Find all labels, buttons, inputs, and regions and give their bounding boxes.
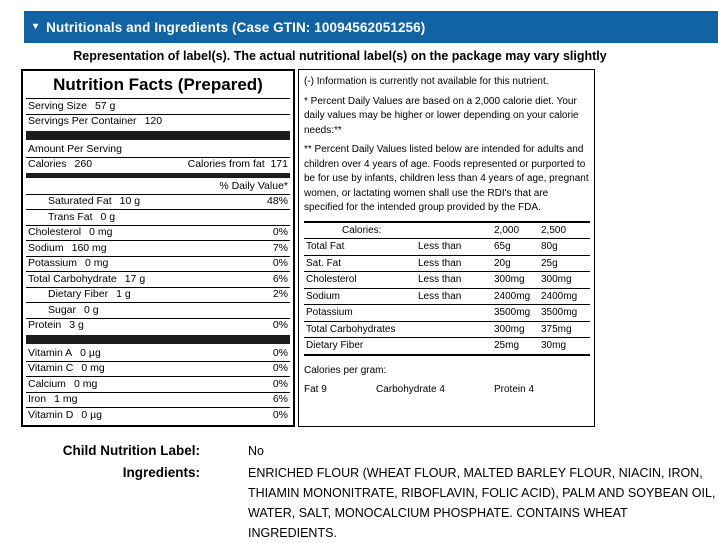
- nutrient-amount: 17 g: [124, 272, 146, 285]
- dv-nutrient: Potassium: [306, 307, 353, 318]
- dv-nutrient: Sodium: [306, 290, 340, 302]
- ingredients-row: [0, 463, 718, 543]
- dv-2500-value: 300mg: [541, 274, 572, 285]
- nutrient-label: Protein: [28, 319, 62, 331]
- calories-per-gram-title: Calories per gram:: [304, 364, 387, 376]
- nutrient-daily-value: 6%: [272, 393, 288, 405]
- dv-qualifier: Less than: [418, 241, 462, 252]
- nutrient-name-and-amount: [28, 379, 97, 391]
- nutrient-name-and-amount: [28, 227, 112, 239]
- nutrient-name-and-amount: [28, 394, 77, 406]
- nutrition-row: [26, 335, 290, 344]
- dv-2500-value: 2,500: [541, 224, 567, 236]
- nutrient-name-and-amount: [28, 363, 105, 375]
- nutrient-name-and-amount: [28, 289, 131, 301]
- daily-values-table-row: [304, 322, 590, 339]
- dv-qualifier: Less than: [418, 290, 462, 302]
- nutrient-name-and-amount: [28, 181, 36, 193]
- nutrient-amount: 0 g: [84, 303, 99, 316]
- nutrient-amount: 260: [74, 158, 93, 170]
- dv-qualifier: Less than: [418, 257, 462, 269]
- nutrient-label: Total Carbohydrate: [28, 272, 117, 285]
- nutrient-amount: 160 mg: [71, 241, 107, 254]
- daily-values-table-row: [304, 256, 590, 273]
- dv-2500-value: 25g: [541, 257, 558, 269]
- dv-qualifier: [418, 324, 494, 336]
- ingredients-value: ENRICHED FLOUR (WHEAT FLOUR, MALTED BARLEY FLOUR, NIACIN, IRON, THIAMIN MONONITRATE, RIBOFLAVIN, FOLIC ACID), PALM AND SOYBEAN OIL, WATER, SALT, MONOCALCIUM PHOSPHATE. CONTAINS WHEAT INGREDIENTS.: [248, 465, 716, 540]
- nutrition-row: [26, 303, 290, 319]
- daily-values-panel: [298, 69, 595, 427]
- child-nutrition-label-row: [0, 441, 718, 461]
- nutrient-daily-value: 0%: [272, 257, 288, 269]
- nutrient-amount: 0 mg: [89, 226, 113, 238]
- nutrient-name-and-amount: [28, 320, 84, 332]
- dv-qualifier: [418, 225, 494, 237]
- nutrient-label: Saturated Fat: [48, 195, 112, 207]
- dv-nutrient: Total Fat: [306, 241, 345, 252]
- nutrient-label: Vitamin C: [28, 362, 74, 374]
- nutrient-daily-value: 48%: [266, 195, 288, 207]
- nutrient-name-and-amount: [28, 348, 101, 360]
- nutrient-amount: 0 mg: [73, 377, 98, 390]
- dv-2500-value: 80g: [541, 241, 558, 252]
- nutrition-row: [26, 173, 290, 178]
- nutrient-daily-value: 0%: [272, 226, 288, 238]
- nutrient-label: Iron: [28, 393, 47, 405]
- nutrient-label: Dietary Fiber: [48, 288, 109, 300]
- dv-nutrient: Dietary Fiber: [306, 340, 364, 351]
- nutrient-name-and-amount: [28, 410, 102, 422]
- dv-2000-value: 300mg: [494, 274, 525, 285]
- nutrient-label: Servings Per Container: [28, 115, 137, 127]
- nutrient-name-and-amount: [26, 335, 34, 347]
- nutrient-amount: 0 µg: [81, 408, 102, 421]
- nutrient-name-and-amount: [26, 131, 34, 143]
- dv-2500-value: 30mg: [541, 340, 567, 351]
- nutrition-facts-panel: [21, 69, 295, 427]
- nutrient-daily-value: 7%: [272, 241, 288, 254]
- footnote-rdi: ** Percent Daily Values listed below are intended for adults and children over 4 years of age. Foods represented or purported to be for use by infants, children less than 4 years of age, pregnant women, or lactating women shall use the RDI's that are specified for the intended group provided by the FDA.: [304, 144, 589, 213]
- nutrient-label: Calcium: [28, 377, 66, 390]
- nutrient-name-and-amount: [28, 258, 108, 270]
- nutrient-daily-value: 0%: [272, 408, 288, 421]
- calories-per-gram-item: Protein 4: [494, 383, 535, 395]
- dv-qualifier: [418, 340, 494, 352]
- daily-values-table-row: [304, 289, 590, 306]
- child-nutrition-value: No: [248, 443, 264, 458]
- nutrition-facts-rows: [26, 99, 290, 423]
- nutrient-amount: 0 mg: [81, 362, 105, 374]
- section-header-nutritionals[interactable]: [24, 11, 718, 43]
- nutrient-name-and-amount: [28, 196, 140, 208]
- footnote-percent-daily-values: * Percent Daily Values are based on a 2,000 calorie diet. Your daily values may be higher or lower depending on your calorie needs:**: [304, 95, 579, 136]
- nutrient-amount: 0 µg: [80, 346, 101, 359]
- section-header-title: Nutritionals and Ingredients (Case GTIN: 10094562051256): [46, 19, 426, 35]
- nutrient-amount: 0 g: [100, 210, 116, 223]
- representation-note: Representation of label(s). The actual nutritional label(s) on the package may vary slightly: [73, 49, 607, 63]
- nutrient-name-and-amount: [28, 144, 130, 156]
- nutrient-label: Calories: [28, 158, 67, 170]
- nutrition-row: [26, 142, 290, 158]
- nutrition-row: [26, 179, 290, 195]
- dv-qualifier: Less than: [418, 274, 462, 285]
- calories-per-gram-item: Fat 9: [304, 383, 327, 395]
- nutrition-row: [26, 319, 290, 334]
- dv-nutrient: Calories:: [342, 224, 382, 236]
- nutrient-label: Serving Size: [28, 99, 87, 112]
- daily-values-table-row: [304, 338, 590, 354]
- nutrient-label: Sugar: [48, 303, 77, 316]
- nutrition-row: [26, 362, 290, 378]
- nutrient-amount: 57 g: [94, 99, 116, 112]
- nutrition-row: [26, 115, 290, 130]
- dv-nutrient: Cholesterol: [306, 274, 357, 285]
- nutrient-label: Vitamin A: [28, 346, 73, 359]
- nutrient-daily-value: 0%: [272, 346, 288, 359]
- dv-2500-value: 2400mg: [541, 290, 578, 302]
- dv-2000-value: 2,000: [494, 224, 520, 236]
- nutrient-amount: 3 g: [69, 319, 84, 331]
- nutrition-row: [26, 131, 290, 140]
- nutrient-label: Sodium: [28, 241, 64, 254]
- nutrient-daily-value: 6%: [272, 272, 288, 285]
- dv-2000-value: 300mg: [494, 323, 525, 335]
- nutrition-row: [26, 272, 290, 288]
- footnote-not-available: (-) Information is currently not available for this nutrient.: [304, 76, 549, 87]
- nutrition-row: [26, 393, 290, 409]
- dv-2000-value: 65g: [494, 241, 511, 252]
- daily-values-table-row: [304, 305, 590, 322]
- dv-qualifier: [418, 307, 494, 319]
- nutrient-label: Amount Per Serving: [28, 142, 122, 155]
- nutrient-amount: 10 g: [119, 195, 141, 207]
- dv-nutrient: Sat. Fat: [306, 257, 342, 269]
- nutrient-daily-value: % Daily Value*: [219, 179, 288, 192]
- dv-2000-value: 2400mg: [494, 290, 531, 302]
- nutrient-daily-value: 0%: [272, 377, 288, 390]
- nutrient-name-and-amount: [28, 116, 162, 128]
- calories-per-gram-values: [304, 384, 590, 396]
- nutrient-amount: 0 mg: [85, 257, 109, 269]
- daily-values-table-row: [304, 239, 590, 256]
- daily-values-table-row: [304, 272, 590, 289]
- ingredients-label: Ingredients:: [122, 464, 200, 480]
- dv-2000-value: 20g: [494, 257, 511, 269]
- calories-per-gram-item: Carbohydrate 4: [376, 383, 445, 395]
- nutrient-amount: 120: [144, 115, 163, 127]
- nutrient-name-and-amount: [28, 274, 145, 286]
- nutrient-label: Cholesterol: [28, 226, 82, 238]
- nutrient-label: Potassium: [28, 257, 78, 269]
- nutrient-label: Trans Fat: [48, 210, 93, 223]
- nutrient-name-and-amount: [28, 212, 115, 224]
- nutrient-amount: 1 g: [116, 288, 131, 300]
- nutritionals-page: [0, 11, 718, 540]
- nutrient-name-and-amount: [28, 159, 92, 171]
- dv-nutrient: Total Carbohydrates: [306, 323, 396, 335]
- dv-2000-value: 25mg: [494, 340, 520, 351]
- nutrient-daily-value: Calories from fat 171: [187, 158, 288, 170]
- nutrition-row: [26, 257, 290, 273]
- child-nutrition-label: Child Nutrition Label:: [62, 442, 200, 458]
- nutrition-row: [26, 288, 290, 304]
- nutrition-row: [26, 99, 290, 115]
- nutrition-row: [26, 346, 290, 362]
- dv-2000-value: 3500mg: [494, 307, 531, 318]
- nutrition-row: [26, 158, 290, 173]
- nutrient-daily-value: 0%: [272, 362, 288, 374]
- nutrient-name-and-amount: [28, 305, 99, 317]
- label-panels: [21, 69, 718, 427]
- nutrition-row: [26, 195, 290, 211]
- details-section: [0, 441, 718, 543]
- nutrition-row: [26, 241, 290, 257]
- nutrient-name-and-amount: [28, 101, 115, 113]
- daily-values-table: [304, 221, 590, 356]
- dv-2500-value: 375mg: [541, 323, 572, 335]
- collapse-caret-icon: ▾: [33, 21, 39, 32]
- nutrient-daily-value: 0%: [272, 319, 288, 331]
- nutrient-amount: 1 mg: [54, 393, 78, 405]
- nutrient-label: Vitamin D: [28, 408, 74, 421]
- nutrition-row: [26, 226, 290, 242]
- daily-values-table-row: [304, 223, 590, 240]
- nutrient-daily-value: 2%: [272, 288, 288, 300]
- nutrition-facts-title: Nutrition Facts (Prepared): [26, 72, 290, 99]
- nutrition-row: [26, 408, 290, 423]
- nutrient-name-and-amount: [28, 243, 107, 255]
- nutrition-row: [26, 377, 290, 393]
- nutrition-row: [26, 210, 290, 226]
- dv-2500-value: 3500mg: [541, 307, 578, 318]
